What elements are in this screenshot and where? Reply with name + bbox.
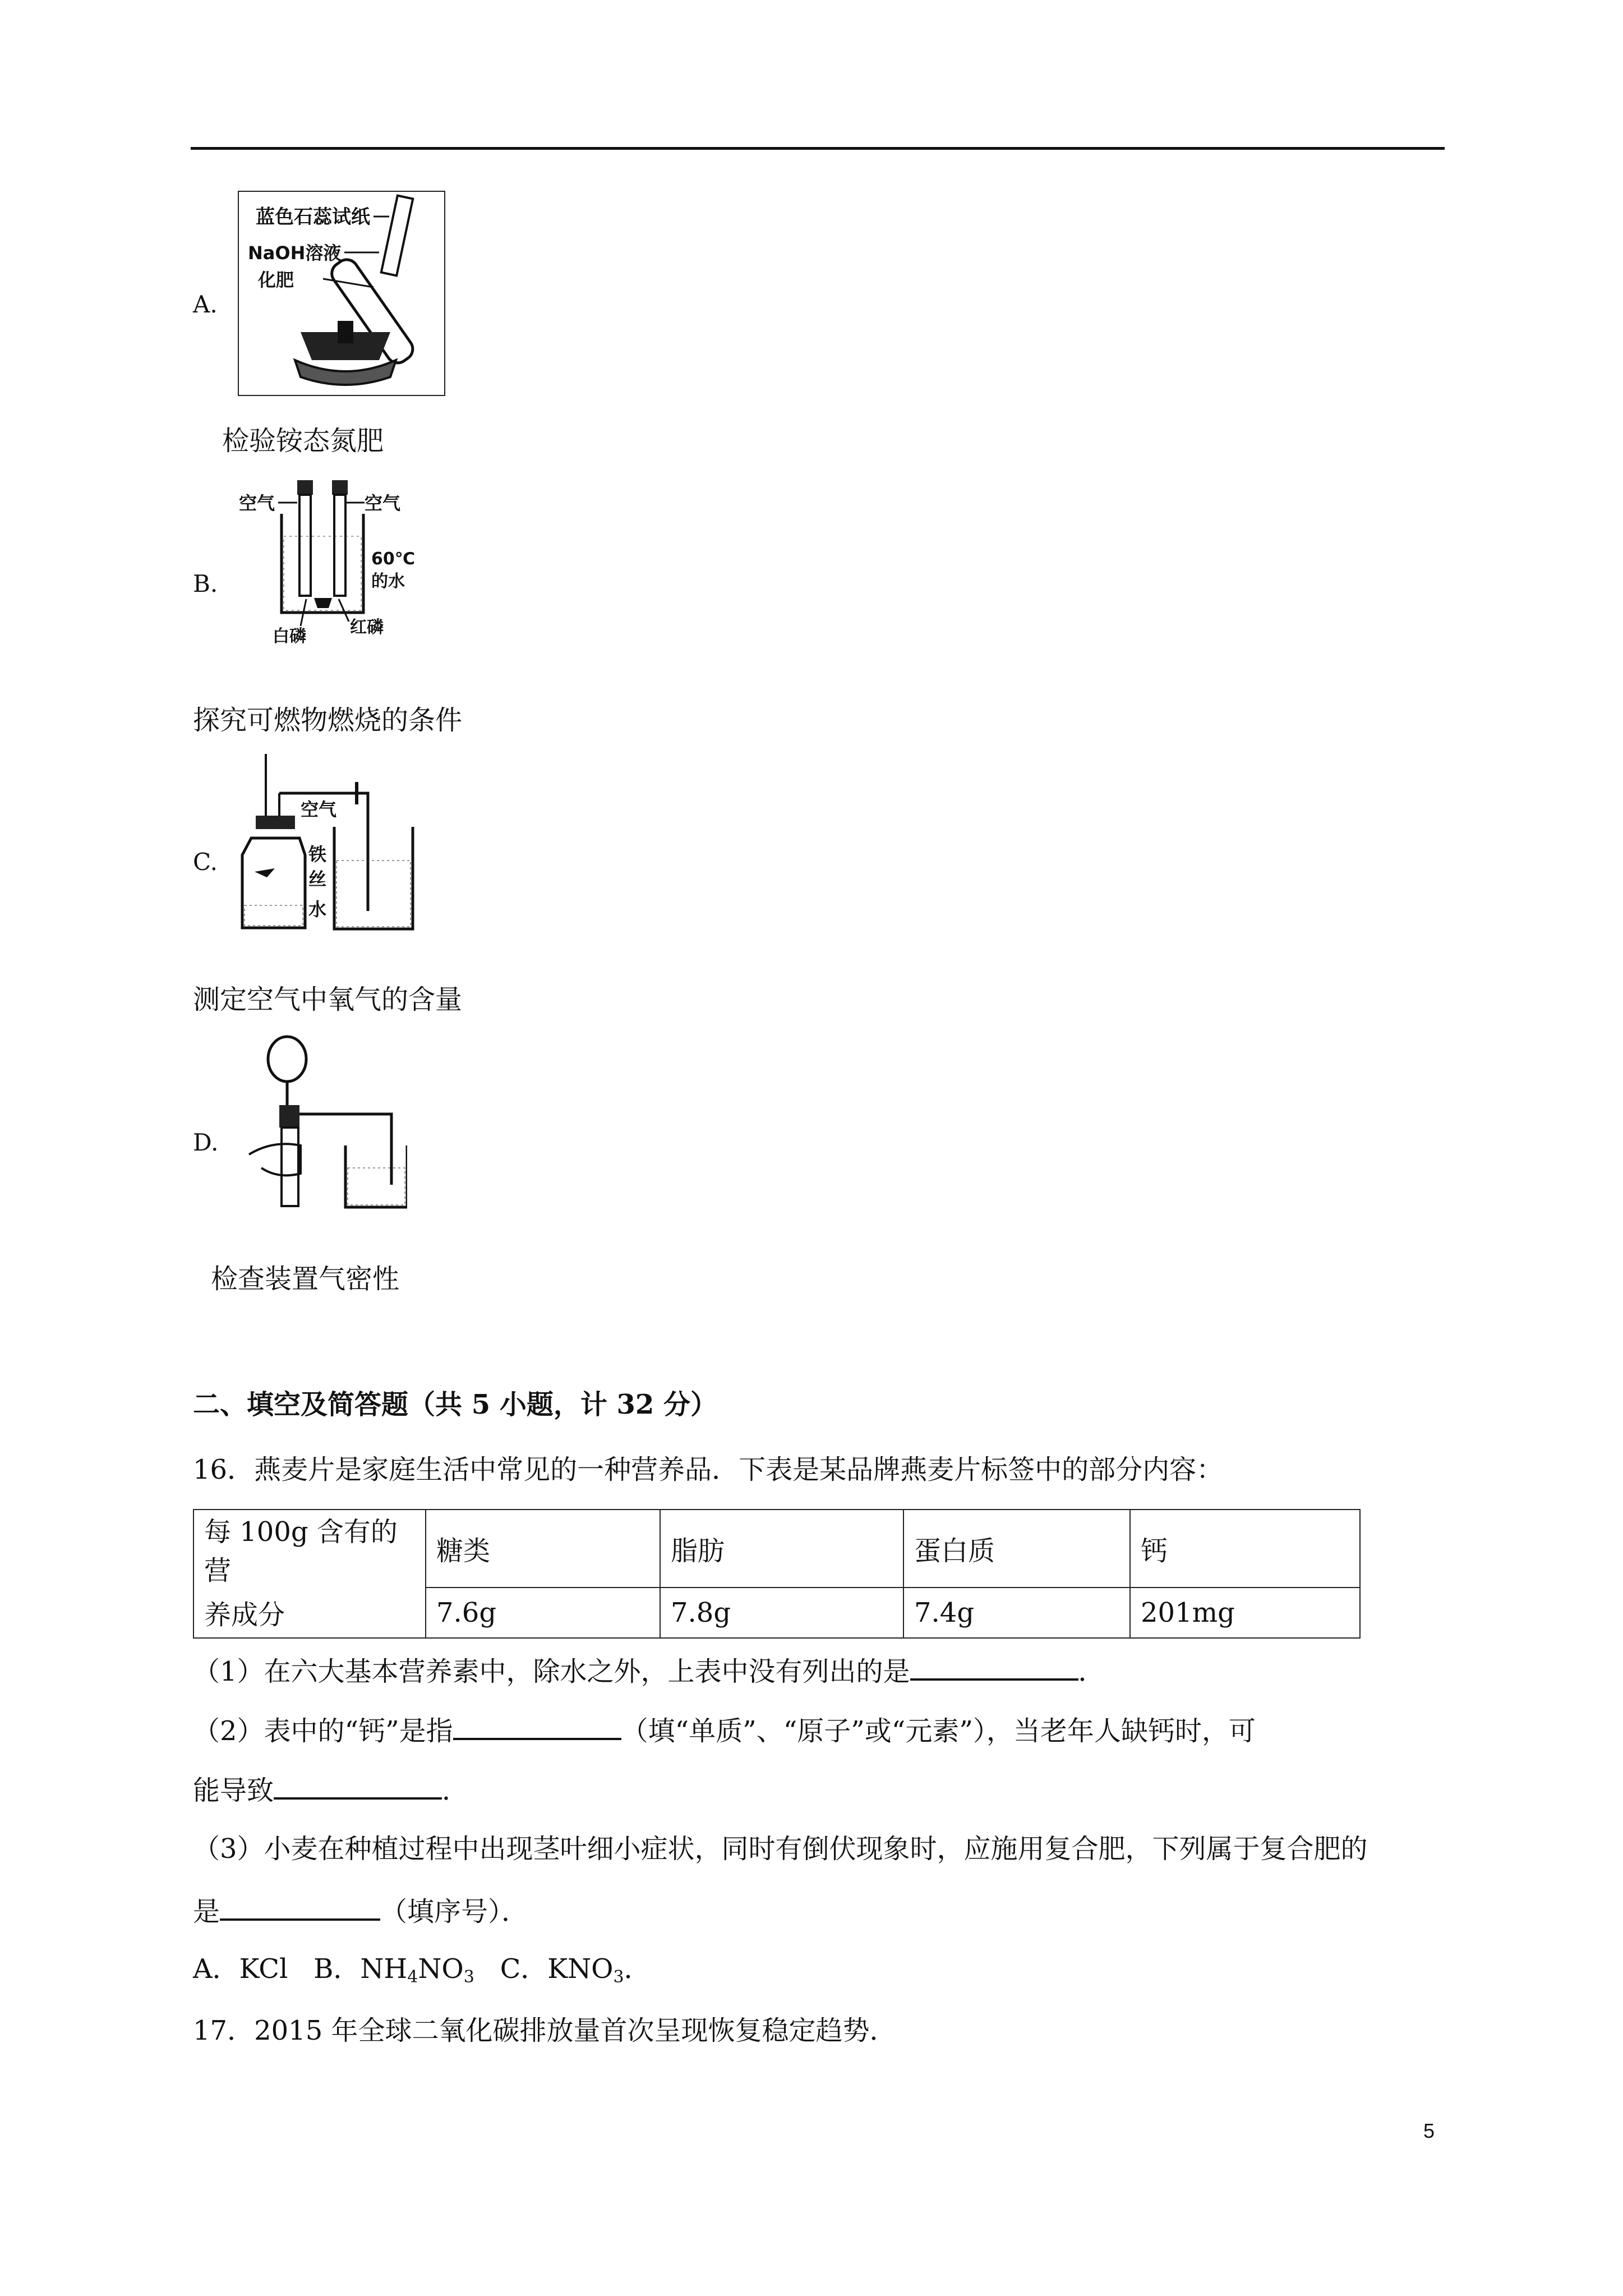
label-white-p: 白磷 [273, 627, 306, 646]
figure-a-ammonium-test [238, 191, 445, 396]
label-litmus: 蓝色石蕊试纸 [256, 206, 370, 228]
table-row [193, 1588, 1360, 1638]
figure-b-combustion [238, 473, 419, 650]
choice-c: C．$KNO_3$． [500, 1953, 651, 1987]
answer-blank-3[interactable] [274, 1775, 442, 1800]
q16-sub3: （3）小麦在种植过程中出现茎叶细小症状，同时有倒伏现象时，应施用复合肥，下列属于复合肥的 [193, 1833, 1368, 1865]
label-air-left: 空气 [239, 493, 275, 514]
option-d-letter: D. [193, 1129, 219, 1156]
table-header-cell: 脂肪 [660, 1510, 903, 1588]
answer-blank-4[interactable] [220, 1896, 380, 1921]
table-value-cell: 7.6g [426, 1588, 660, 1638]
q16-sub3-cont [193, 1896, 528, 1925]
q16-intro: 16．燕麦片是家庭生活中常见的一种营养品．下表是某品牌燕麦片标签中的部分内容： [193, 1454, 1224, 1485]
option-b-letter: B. [193, 570, 218, 597]
label-naoh: NaOH溶液 [248, 242, 342, 264]
option-b-caption: 探究可燃物燃烧的条件 [193, 705, 463, 736]
table-value-cell: 7.8g [660, 1588, 903, 1638]
table-header-cell: 钙 [1130, 1510, 1360, 1588]
header-rule [191, 147, 1445, 150]
q16-sub2-text: （2）表中的“钙”是指 [193, 1715, 453, 1747]
option-c-letter: C. [193, 848, 218, 876]
label-temp: 60℃ [371, 549, 416, 569]
choice-b: B．$NH_4NO_3$ [313, 1953, 474, 1987]
option-d-caption: 检查装置气密性 [211, 1263, 400, 1295]
page-number: 5 [1423, 2119, 1435, 2142]
section-heading: 二、填空及简答题（共 5 小题，计 32 分） [193, 1389, 718, 1420]
q16-sub2-text-3: 能导致 [193, 1775, 274, 1806]
table-row-header-1: 每 100g 含有的营 [193, 1510, 426, 1588]
q16-choices [193, 1955, 651, 1986]
q16-sub3-text-2: 是 [193, 1896, 220, 1927]
label-fertilizer: 化肥 [258, 269, 294, 291]
label-water: 的水 [371, 572, 405, 591]
label-air: 空气 [301, 799, 337, 820]
label-iron-1: 铁 [308, 844, 327, 865]
table-header-cell: 糖类 [426, 1510, 660, 1588]
label-air-right: 空气 [365, 493, 401, 514]
option-a-caption: 检验铵态氮肥 [222, 425, 384, 457]
q16-sub2-cont [193, 1775, 469, 1804]
table-row [193, 1510, 1360, 1588]
q16-sub1-end: ． [1078, 1656, 1105, 1687]
label-water: 水 [308, 899, 327, 920]
table-row-header-2: 养成分 [193, 1588, 426, 1638]
q16-sub2 [193, 1715, 1256, 1745]
label-red-p: 红磷 [350, 618, 384, 637]
label-iron-2: 丝 [308, 868, 327, 890]
table-value-cell: 201mg [1130, 1588, 1360, 1638]
answer-blank-2[interactable] [453, 1715, 621, 1740]
q16-sub2-text-2: （填“单质”、“原子”或“元素”），当老年人缺钙时，可 [621, 1715, 1256, 1747]
table-value-cell: 7.4g [903, 1588, 1130, 1638]
q16-sub1-text: （1）在六大基本营养素中，除水之外，上表中没有列出的是 [193, 1656, 910, 1687]
q16-sub1 [193, 1656, 1105, 1685]
option-c-caption: 测定空气中氧气的含量 [193, 984, 463, 1015]
figure-c-oxygen-content [238, 753, 422, 932]
answer-blank-1[interactable] [910, 1656, 1078, 1681]
figure-d-airtightness [238, 1032, 408, 1212]
q16-sub2-end: ． [442, 1775, 469, 1806]
table-header-cell: 蛋白质 [903, 1510, 1130, 1588]
option-a-letter: A. [193, 291, 218, 318]
q17-text: 17．2015 年全球二氧化碳排放量首次呈现恢复稳定趋势． [193, 2015, 897, 2046]
q16-sub3-text-3: （填序号）． [380, 1896, 529, 1927]
nutrition-table [193, 1509, 1361, 1639]
choice-a: A．KCl [193, 1953, 288, 1985]
